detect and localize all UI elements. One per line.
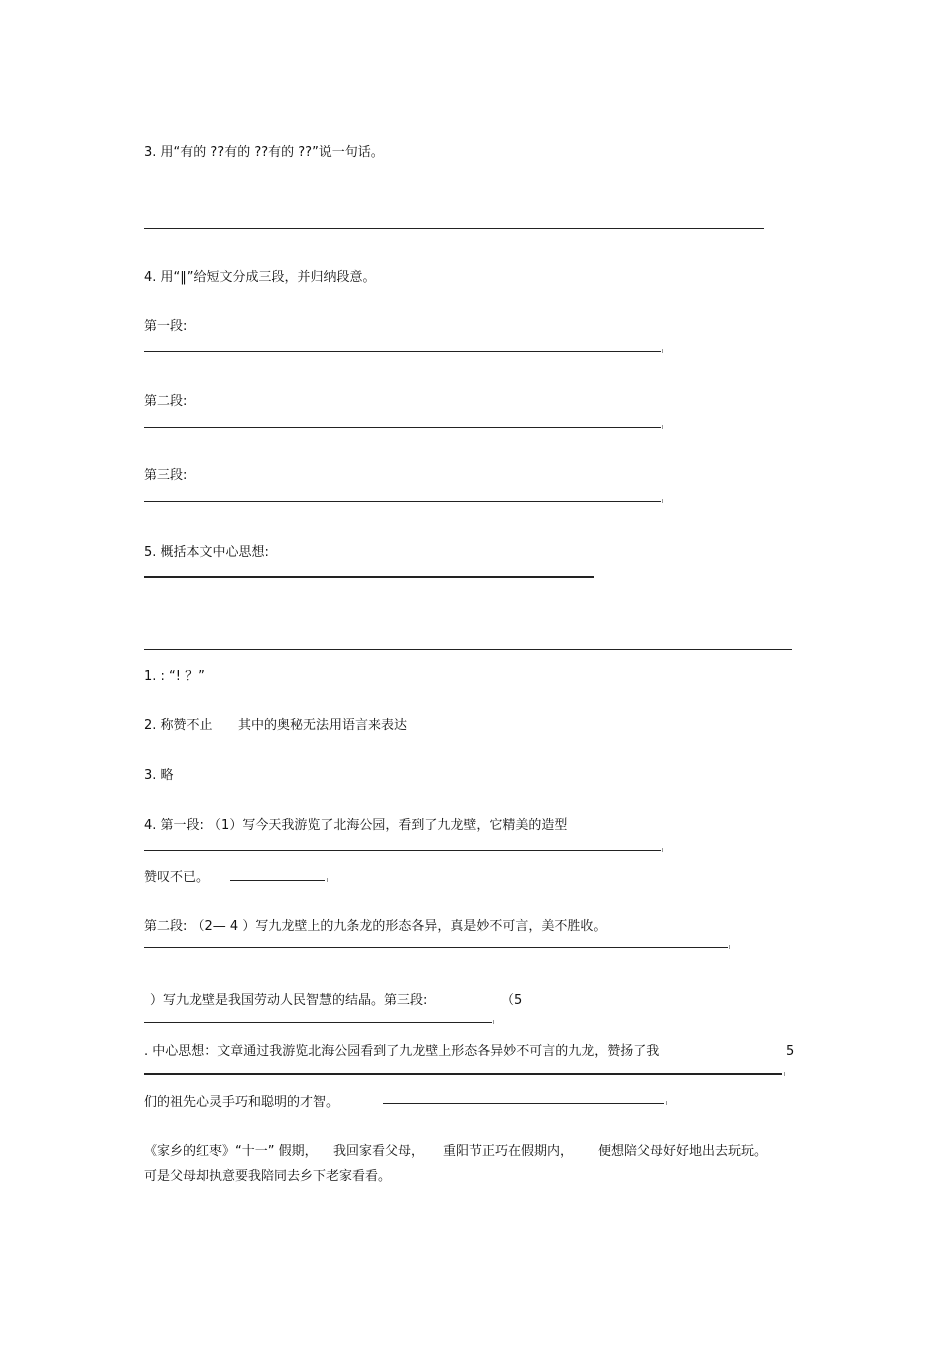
answer-2-part2: 其中的奥秘无法用语言来表达 — [238, 718, 408, 733]
segment-3-label: 第三段: — [144, 468, 188, 483]
answer-line-q5 — [144, 576, 594, 578]
line-tick — [666, 1101, 667, 1105]
answer-5-number: 5 — [786, 1044, 795, 1059]
line-tick — [784, 1072, 785, 1076]
answer-4-segment-2-rule — [144, 947, 728, 948]
segment-2-label: 第二段: — [144, 394, 188, 409]
answer-4-line1-rule — [144, 850, 661, 851]
line-tick — [662, 499, 663, 503]
passage-line1-part2: 我回家看父母， — [333, 1144, 425, 1159]
answer-4-segment-2: 第二段: （2— 4 ）写九龙壁上的九条龙的形态各异，真是妙不可言，美不胜收。 — [144, 919, 607, 934]
answer-4-short-rule — [230, 880, 325, 881]
answer-4-segment-3-rule — [144, 1022, 492, 1023]
answer-5-text: . 中心思想：文章通过我游览北海公园看到了九龙壁上形态各异妙不可言的九龙，赞扬了我 — [144, 1044, 660, 1059]
answer-line-seg1 — [144, 351, 661, 352]
passage-line1-part3: 重阳节正巧在假期内， — [443, 1144, 574, 1159]
question-4-text: 4. 用“‖”给短文分成三段，并归纳段意。 — [144, 270, 376, 285]
answer-3: 3. 略 — [144, 768, 174, 783]
answer-line-seg3 — [144, 501, 661, 502]
segment-1-label: 第一段: — [144, 319, 188, 334]
passage-line1-part1: 《家乡的红枣》“十一” 假期， — [144, 1144, 318, 1159]
question-3-text: 3. 用“有的 ??有的 ??有的 ??”说一句话。 — [144, 145, 384, 160]
line-tick — [493, 1020, 494, 1024]
line-tick — [327, 878, 328, 882]
answer-5-continuation: 们的祖先心灵手巧和聪明的才智。 — [144, 1095, 340, 1110]
passage-line1-part4: 便想陪父母好好地出去玩玩。 — [598, 1144, 768, 1159]
section-divider — [144, 649, 792, 650]
line-tick — [729, 945, 730, 949]
answer-line-seg2 — [144, 427, 661, 428]
answer-4-segment-3-left: ）写九龙壁是我国劳动人民智慧的结晶。第三段: — [150, 993, 428, 1008]
answer-5-rule — [144, 1073, 782, 1075]
answer-4-line1: 4. 第一段: （1）写今天我游览了北海公园，看到了九龙壁，它精美的造型 — [144, 818, 568, 833]
answer-4-segment-3-right: （5 — [501, 993, 523, 1008]
question-5-text: 5. 概括本文中心思想: — [144, 545, 269, 560]
answer-1: 1. : “! ？” — [144, 669, 205, 684]
line-tick — [662, 425, 663, 429]
answer-5-continuation-rule — [383, 1103, 664, 1104]
answer-line-q3 — [144, 228, 764, 229]
line-tick — [662, 848, 663, 852]
passage-line2: 可是父母却执意要我陪同去乡下老家看看。 — [144, 1169, 392, 1184]
answer-4-line2: 赞叹不已。 — [144, 870, 210, 885]
answer-2-part1: 2. 称赞不止 — [144, 718, 213, 733]
line-tick — [662, 349, 663, 353]
